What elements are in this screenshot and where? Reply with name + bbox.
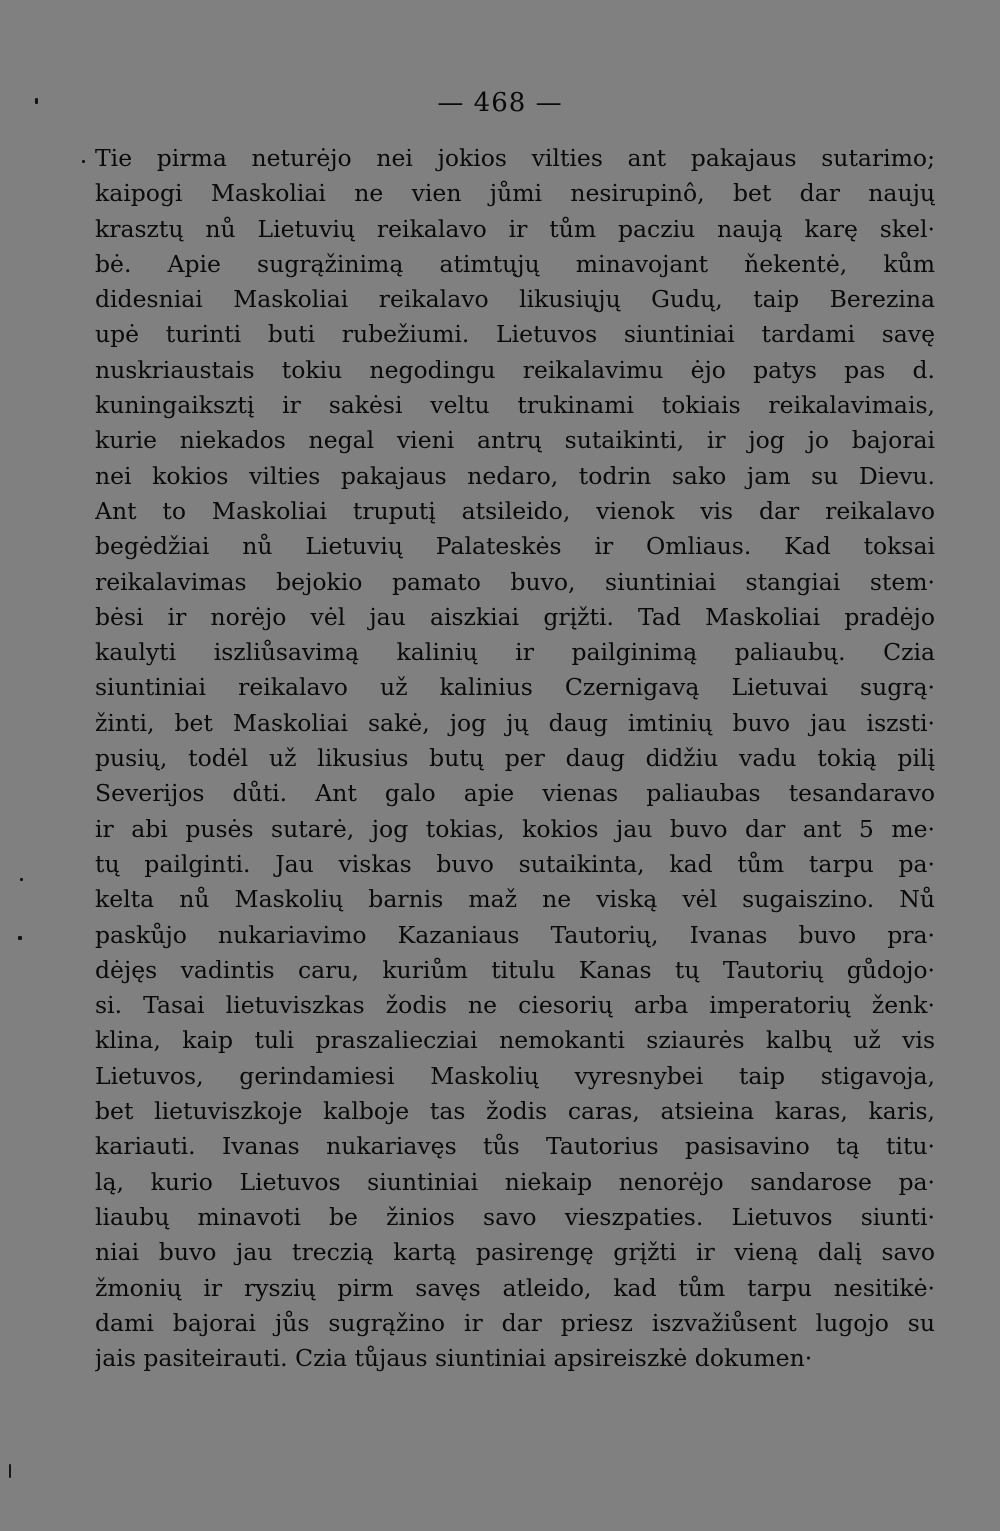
text-line: lą, kurio Lietuvos siuntiniai niekaip nenorėjo sandarose pa· xyxy=(95,1167,935,1196)
text-line: ir abi pusės sutarė, jog tokias, kokios jau buvo dar ant 5 me· xyxy=(95,814,935,843)
text-line: Severijos důti. Ant galo apie vienas paliaubas tesandaravo xyxy=(95,779,935,808)
scan-speck xyxy=(9,1464,11,1478)
text-line: žmonių ir ryszių pirm savęs atleido, kad tům tarpu nesitikė· xyxy=(95,1273,935,1302)
text-line: dami bajorai jůs sugrąžino ir dar priesz iszvažiůsent lugojo su xyxy=(95,1308,935,1337)
text-line: kariauti. Ivanas nukariavęs tůs Tautorius pasisavino tą titu· xyxy=(95,1132,935,1161)
scan-speck xyxy=(20,878,23,881)
text-line: upė turinti buti rubežiumi. Lietuvos siuntiniai tardami savę xyxy=(95,320,935,349)
text-line: kurie niekados negal vieni antrų sutaikinti, ir jog jo bajorai xyxy=(95,426,935,455)
scan-speck xyxy=(82,160,85,163)
page-number: — 468 — xyxy=(437,88,563,118)
text-line: niai buvo jau treczią kartą pasirengę grįžti ir vieną dalį savo xyxy=(95,1238,935,1267)
text-line: kaulyti iszliůsavimą kalinių ir pailginimą paliaubų. Czia xyxy=(95,638,935,667)
scan-speck xyxy=(18,936,22,940)
text-line: begėdžiai nů Lietuvių Palateskės ir Omliaus. Kad toksai xyxy=(95,532,935,561)
text-line: kelta nů Maskolių barnis maž ne viską vėl sugaiszino. Nů xyxy=(95,885,935,914)
text-line: dėjęs vadintis caru, kuriům titulu Kanas tų Tautorių gůdojo· xyxy=(95,955,935,984)
scan-speck xyxy=(35,98,38,104)
text-line: jais pasiteirauti. Czia tůjaus siuntiniai apsireiszkė dokumen· xyxy=(95,1344,813,1373)
text-line: klina, kaip tuli praszaliecziai nemokanti sziaurės kalbų už vis xyxy=(95,1026,935,1055)
text-line: bėsi ir norėjo vėl jau aiszkiai grįžti. Tad Maskoliai pradėjo xyxy=(95,602,935,631)
body-text xyxy=(95,141,935,1376)
text-line: krasztų nů Lietuvių reikalavo ir tům pacziu naują karę skel· xyxy=(95,214,935,243)
text-line: tų pailginti. Jau viskas buvo sutaikinta, kad tům tarpu pa· xyxy=(95,849,935,878)
text-line: liaubų minavoti be žinios savo vieszpaties. Lietuvos siunti· xyxy=(95,1202,935,1231)
text-line: si. Tasai lietuviszkas žodis ne ciesorių arba imperatorių ženk· xyxy=(95,991,935,1020)
text-line: Tie pirma neturėjo nei jokios vilties ant pakajaus sutarimo; xyxy=(95,144,935,172)
text-line: Lietuvos, gerindamiesi Maskolių vyresnybei taip stigavoja, xyxy=(95,1061,935,1090)
text-line: nuskriaustais tokiu negodingu reikalavimu ėjo patys pas d. xyxy=(95,355,935,384)
text-line: kaipogi Maskoliai ne vien jůmi nesirupinô, bet dar naujų xyxy=(95,179,935,208)
text-line: paskůjo nukariavimo Kazaniaus Tautorių, Ivanas buvo pra· xyxy=(95,920,935,949)
text-line: reikalavimas bejokio pamato buvo, siuntiniai stangiai stem· xyxy=(95,567,935,596)
text-line: siuntiniai reikalavo už kalinius Czernigavą Lietuvai sugrą· xyxy=(95,673,935,702)
text-line: pusių, todėl už likusius butų per daug didžiu vadu tokią pilį xyxy=(95,744,935,773)
text-line: didesniai Maskoliai reikalavo likusiųjų Gudų, taip Berezina xyxy=(95,285,935,314)
text-line: nei kokios vilties pakajaus nedaro, todrin sako jam su Dievu. xyxy=(95,461,935,490)
text-line: žinti, bet Maskoliai sakė, jog jų daug imtinių buvo jau iszsti· xyxy=(95,708,935,737)
text-line: bet lietuviszkoje kalboje tas žodis caras, atsieina karas, karis, xyxy=(95,1097,935,1126)
text-line: kuningaiksztį ir sakėsi veltu trukinami tokiais reikalavimais, xyxy=(95,391,935,420)
text-line: bė. Apie sugrąžinimą atimtųjų minavojant ňekentė, kům xyxy=(95,249,935,278)
text-line: Ant to Maskoliai truputį atsileido, vienok vis dar reikalavo xyxy=(95,496,935,525)
